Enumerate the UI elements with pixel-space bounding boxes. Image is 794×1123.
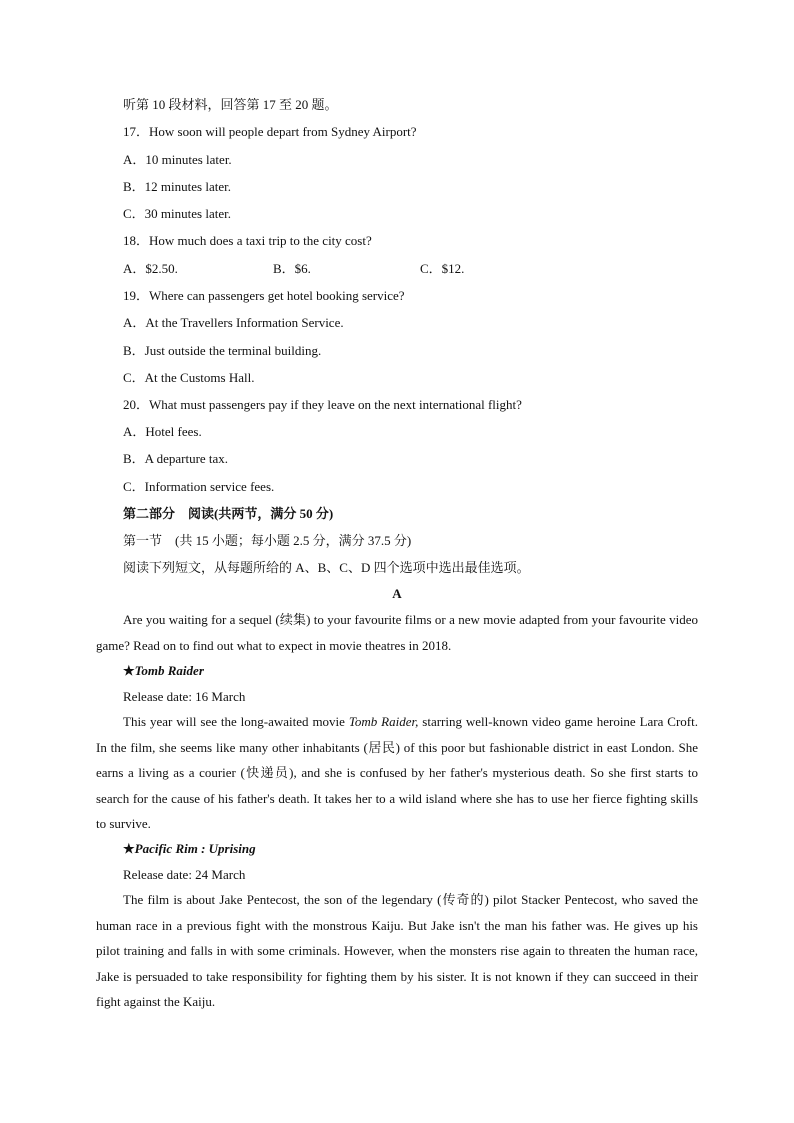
q19-option-a: A．At the Travellers Information Service. <box>123 315 344 330</box>
desc-text-1: This year will see the long-awaited movie <box>123 714 349 729</box>
question-20-stem: 20．What must passengers pay if they leave on the next international flight? <box>123 397 522 412</box>
movie-title-tomb-raider <box>123 663 204 679</box>
q19-option-b: B．Just outside the terminal building. <box>123 343 322 358</box>
movie-description-tomb-raider <box>96 709 698 837</box>
section-intro: 听第 10 段材料，回答第 17 至 20 题。 <box>123 97 338 112</box>
movie-title-text: Tomb Raider <box>134 663 204 678</box>
part2-sub-heading: 第一节 (共 15 小题；每小题 2.5 分，满分 37.5 分) <box>123 533 412 548</box>
star-icon: ★ <box>123 663 135 678</box>
q18-option-a: A．$2.50. <box>123 261 178 276</box>
movie-title-text: Pacific Rim : Uprising <box>134 841 256 856</box>
desc-italic-title: Tomb Raider, <box>348 714 419 729</box>
q17-option-a: A．10 minutes later. <box>123 152 232 167</box>
passage-intro-text: Are you waiting for a sequel (续集) to your favourite films or a new movie adapted from your favourite video game? Read on to find out what to expect in movie theatres in 2018. <box>96 612 698 653</box>
release-date-tomb-raider: Release date: 16 March <box>123 689 246 704</box>
q18-option-b: B．$6. <box>273 261 311 276</box>
desc-text-1: The film is about Jake Pentecost, the son of the legendary (传奇的) pilot Stacker Pentecost, who saved the human race in a previous fight with the monstrous Kaiju. But Jake isn't the man his father was. He gives up his pilot training and falls in with some criminals. However, when the monsters rise again to threaten the human race, Jake is persuaded to take responsibility for fighting them by his sister. It is not known if they can succeed in their fight against the Kaiju. <box>96 892 698 1009</box>
desc-text-2: starring well-known video game heroine Lara Croft. In the film, she seems like many other inhabitants (居民) of this poor but fashionable district in east London. She earns a living as a courier (快递员), and she is confused by her father's mysterious death. So she first starts to search for the cause of his father's death. It takes her to a wild island where she has to use her fierce fighting skills to survive. <box>96 714 699 831</box>
passage-label: A <box>392 586 402 601</box>
passage-intro-paragraph <box>96 607 698 658</box>
movie-description-pacific-rim <box>96 887 698 1015</box>
question-19-stem: 19．Where can passengers get hotel booking service? <box>123 288 405 303</box>
q20-option-a: A．Hotel fees. <box>123 424 202 439</box>
q17-option-b: B．12 minutes later. <box>123 179 231 194</box>
release-date-pacific-rim: Release date: 24 March <box>123 867 246 882</box>
q18-option-c: C．$12. <box>420 261 465 276</box>
question-17-stem: 17．How soon will people depart from Sydney Airport? <box>123 124 417 139</box>
q20-option-b: B．A departure tax. <box>123 451 229 466</box>
q20-option-c: C．Information service fees. <box>123 479 275 494</box>
movie-title-pacific-rim <box>123 841 256 857</box>
question-18-stem: 18．How much does a taxi trip to the city cost? <box>123 233 372 248</box>
part2-instruction: 阅读下列短文，从每题所给的 A、B、C、D 四个选项中选出最佳选项。 <box>123 560 530 575</box>
q19-option-c: C．At the Customs Hall. <box>123 370 255 385</box>
part2-heading: 第二部分 阅读(共两节，满分 50 分) <box>123 506 334 521</box>
q18-options-row <box>123 261 464 277</box>
star-icon: ★ <box>123 841 135 856</box>
q17-option-c: C．30 minutes later. <box>123 206 231 221</box>
